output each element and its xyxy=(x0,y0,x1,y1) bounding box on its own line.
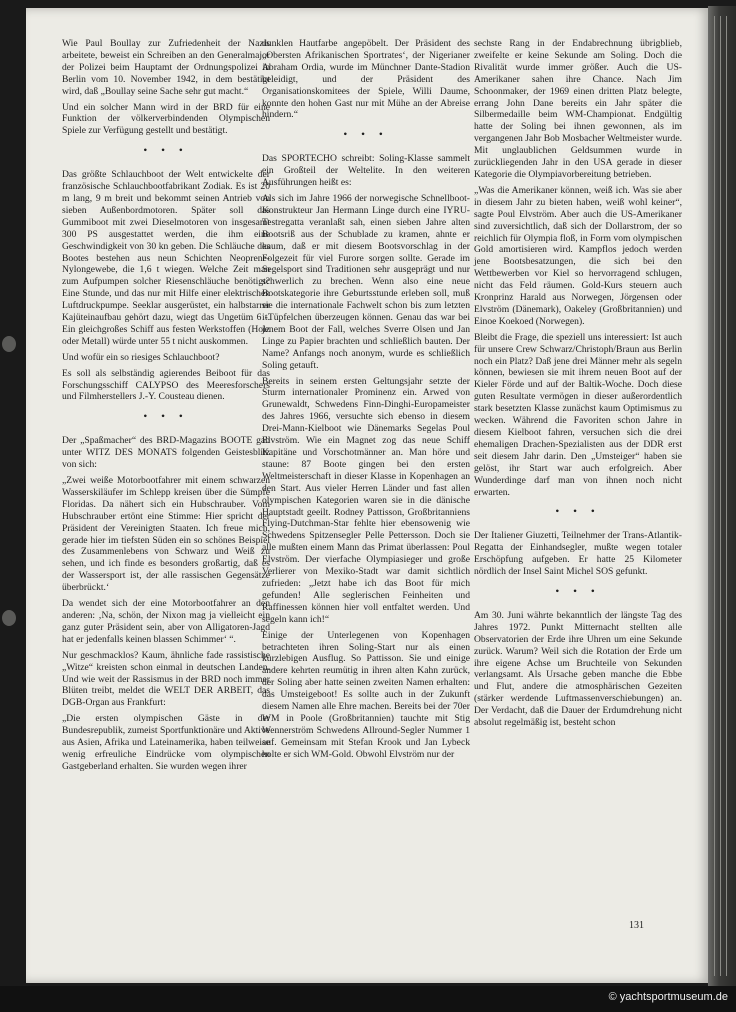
binding-hole xyxy=(2,336,16,352)
copyright-credit: © yachtsportmuseum.de xyxy=(608,991,728,1003)
paragraph: Bereits in seinem ersten Geltungsjahr setzte der Sturm internationaler Prominenz ein. Arwed von Grunewaldt, Schwedens Finn-Dinghi-Europameister des Jahres 1966, versuchte sich ebenso in diesem Drei-Mann-Kielboot wie Dänemarks Segelas Poul Elvström. Wie ein Magnet zog das neue Schiff Kapitäne und Vorschotmänner an. Man höre und staune: 87 Boote gingen bei den ersten Weltmeisterschaft in dieser Klasse in Kopenhagen an den Start. Aus vieler Herren Länder und fast allen olympischen Kategorien waren sie in die dänische Hauptstadt geeilt. Rodney Pattisson, Großbritanniens Flying-Dutchman-Star fehlte hier ebensowenig wie Schwedens Spitzensegler Pelle Pettersson. Doch sie alle mußten einem Mann das Primat überlassen: Poul Elvström. Der vierfache Olympiasieger und große Verlierer von Mexiko-Stadt war damit sichtlich zufrieden: „Jetzt habe ich das Boot für mich gefunden! Alle seglerischen Feinheiten und Raffinessen können hier voll entfaltet werden. Und segeln kann ich!“ xyxy=(262,375,470,625)
section-separator: • • • xyxy=(555,506,601,518)
paragraph: Und wofür ein so riesiges Schlauchboot? xyxy=(62,351,220,363)
column-2 xyxy=(262,38,470,765)
book-page xyxy=(26,8,710,983)
paragraph: Da wendet sich der eine Motorbootfahrer an den anderen: ‚Na, schön, der Nixon mag ja vielleicht ein ganz guter Präsident sein, aber von Alligatoren-Jagd hat er jedenfalls keinen blassen Schimmer‘ “. xyxy=(62,598,270,645)
paragraph: „Die ersten olympischen Gäste in der Bundesrepublik, zumeist Sportfunktionäre und Aktive aus Asien, Afrika und Lateinamerika, haben teilweise wenig erfreuliche Eindrücke vom olympischen Gastgeberland erhalten. Sie wurden wegen ihrer xyxy=(62,713,270,772)
paragraph: dunklen Hautfarbe angepöbelt. Der Präsident des „Obersten Afrikanischen Sportrates‘, der Nigerianer Abraham Ordia, wurde im Münchner Dante-Stadion beleidigt, und der Präsident des Organisationskomitees der Spiele, Willi Daume, konnte den hohen Gast nur mit Mühe an der Abreise hindern.“ xyxy=(262,38,470,121)
section-separator: • • • xyxy=(143,411,189,423)
paragraph: Und ein solcher Mann wird in der BRD für eine Funktion der völkerverbindenden Olympischen Spiele zur Verfügung gestellt und bestätigt. xyxy=(62,101,270,137)
page-edge-line xyxy=(714,16,715,976)
paragraph: Einige der Unterlegenen von Kopenhagen betrachteten ihren Soling-Start nur als einen kurzlebigen Ausflug. So Pattisson. Sie und einige andere kehrten reumütig in ihren alten Kahn zurück, der Soling aber hatte seinen zweiten Namen erhalten: das Umsteigeboot! Es sollte auch in der Zukunft diesem Namen alle Ehre machen. Bereits bei der 70er WM in Poole (Großbritannien) tauchte mit Stig Wennerström Schwedens Allround-Segler Nummer 1 auf. Gemeinsam mit Stefan Krook und Jan Lybeck holte er sich WM-Gold. Obwohl Elvström nur der xyxy=(262,629,470,760)
section-separator: • • • xyxy=(143,145,189,157)
paragraph: Bleibt die Frage, die speziell uns interessiert: Ist auch für unsere Crew Schwarz/Christoph/Braun aus Berlin noch ein Platz? Daß jene drei Männer mehr als segeln können, bewiesen sie mit ihrem neuen Boot auf der Kieler Förde und auf der Baltik-Woche. Doch diese guten Resultate vermögen in dieser außerordentlich stark besetzten Klasse zunächst kaum Optimismus zu wecken. Während die Favoriten schon Jahre in diesem Kielboot fahren, versuchen sich die drei ehemaligen Drachen-Spezialisten aus der DDR erst seit diesem Jahr darin. Den „Umsteiger“ haben sie gelöst, ihr Start war auch erfolgreich. Aber Wunderdinge darf man von ihnen noch nicht erwarten. xyxy=(474,331,682,498)
paragraph: Nur geschmacklos? Kaum, ähnliche fade rassistische „Witze“ kreisten schon einmal in deutschen Landen. Und wie weit der Rassismus in der BRD noch immer Blüten treibt, meldet die WELT DER ARBEIT, das DGB-Organ aus Frankfurt: xyxy=(62,649,270,709)
paragraph: „Was die Amerikaner können, weiß ich. Was sie aber in diesem Jahr zu bieten haben, weiß wohl keiner“, sagte Poul Elvström. Aber auch die US-Amerikaner sind zuversichtlich, daß sich der Dollarstrom, der so reichlich für Olympia floß, in Form vom olympischen Gold amortisieren wird. Kampflos jedoch werden jene Bootsbesatzungen, die sich bei den Wettbewerben vor Kiel so hervorragend schlugen, nicht das Feld räumen. Gold-Kurs steuern auch Kronprinz Harald aus Norwegen, Jörgensen oder Elvström (Dänemark), Oakeley (Großbritannien) und Einoe Koekoed (Norwegen). xyxy=(474,184,682,327)
paragraph: Es soll als selbständig agierendes Beiboot für das Forschungsschiff CALYPSO des Meeresforschers und Filmherstellers J.-Y. Cousteau dienen. xyxy=(62,367,270,403)
page-edge-line xyxy=(720,16,721,976)
paragraph: Am 30. Juni währte bekanntlich der längste Tag des Jahres 1972. Punkt Mitternacht stellten alle Observatorien der Erde ihre Uhren um eine Sekunde zurück. Warum? Weil sich die Rotation der Erde um ihre eigene Achse um Bruchteile von Sekunden verlangsamt. Als Ursache geben manche die Ebbe und Flut, andere die atmosphärischen Gezeiten (stärker werdende Luftmassenverschiebungen) an. Der Verdacht, daß die Dauer der Erdumdrehung nicht absolut regelmäßig ist, besteht schon xyxy=(474,609,682,729)
paragraph: „Zwei weiße Motorbootfahrer mit einem schwarzen Wasserskiläufer im Schlepp kreisen über die Sümpfe Floridas. Da nähert sich ein Hubschrauber. Vom Hubschrauber ertönt eine Stimme: Hier spricht der Präsident der Vereinigten Staaten. Ich freue mich, gerade hier im tiefsten Süden ein so schönes Beispiel des Zusammenlebens von Schwarz und Weiß zu sehen, und ich finde es besonders großartig, daß es der Wassersport ist, der alle rassischen Gegensätze überbrückt.‘ xyxy=(62,475,270,594)
paragraph: Der „Spaßmacher“ des BRD-Magazins BOOTE gab unter WITZ DES MONATS folgenden Geistesblitz von sich: xyxy=(62,435,270,471)
paragraph: Das größte Schlauchboot der Welt entwickelte der französische Schlauchbootfabrikant Zodiak. Es ist 20 m lang, 9 m breit und bekommt seinen Antrieb von sieben Außenbordmotoren. Später soll das Gummiboot mit zwei Dieselmotoren von insgesamt 300 PS ausgestattet werden, die ihm eine Geschwindigkeit von 30 kn geben. Die Schläuche des Bootes bestehen aus neun Schichten Neoprene-Nylongewebe, die 1,6 t wiegen. Welche Zeit man zum Aufpumpen solcher Riesenschläuche benötigt? Eine Stunde, und das nur mit Hilfe einer elektrischen Luftdruckpumpe. Seeklar ausgerüstet, ein halbstarrer Kajüteinaufbau gehört dazu, wiegt das Ungetüm 6 t. Ein gleichgroßes Schiff aus festen Werkstoffen (Holz oder Metall) würde unter 55 t nicht auskommen. xyxy=(62,169,270,347)
column-3 xyxy=(474,38,682,733)
column-1 xyxy=(62,38,270,777)
paragraph: Das SPORTECHO schreibt: Soling-Klasse sammelt ein Großteil der Weltelite. In den weiteren Ausführungen heißt es: xyxy=(262,153,470,189)
paragraph: sechste Rang in der Endabrechnung übrigblieb, zweifelte er keine Sekunde am Soling. Doch die Rivalität wurde immer größer. Auch die US-Amerikaner sahen ihre Chance. Nach Jim Schoonmaker, der 1969 einen dritten Platz belegte, errang John Dane bereits ein Jahr später die Silbermedaille beim WM-Championat. Endgültig hatte der Soling bei ihnen gewonnen, als im vergangenen Jahr Bob Mosbacher Weltmeister wurde. Mit unglaublichen Geldsummen wurde in zurückliegenden Jahr in den USA gerade in dieser Kategorie die Olympiavorbereitung betrieben. xyxy=(474,38,682,180)
footer-bar xyxy=(0,986,736,1012)
page-edge-line xyxy=(726,16,727,976)
binding-hole xyxy=(2,610,16,626)
book-edge xyxy=(708,6,736,986)
paragraph: Wie Paul Boullay zur Zufriedenheit der Nazis arbeitete, beweist ein Schreiben an den Generalmajor der Polizei beim Hauptamt der Ordnungspolizei in Berlin vom 10. November 1942, in dem bestätigt wird, daß „Boullay seine Sache sehr gut macht.“ xyxy=(62,38,270,97)
section-separator: • • • xyxy=(343,129,389,141)
paragraph: Als sich im Jahre 1966 der norwegische Schnellboot-Konstrukteur Jan Hermann Linge durch eine IYRU-Testregatta veranlaßt sah, einen sieben Jahre alten Bootsriß aus der Schublade zu kramen, ahnte er kaum, daß er mit diesem Bootsvorschlag in der Folgezeit für viel Furore sorgen sollte. Gerade im Segelsport sind Traditionen sehr ausgeprägt und nur schwerlich zu brechen. Wenn also eine neue Bootskategorie ihre Geburtsstunde erleben soll, muß sie die internationale Fachwelt schon bis zum letzten i-Tüpfelchen überzeugen können. Genau das war bei jenem Boot der Fall, welches Sverre Olsen und Jan Linge zu Papier brachten und schließlich bauten. Der Name? Anfangs noch anonym, wurde es schließlich Soling getauft. xyxy=(262,192,470,371)
section-separator: • • • xyxy=(555,585,601,597)
page-number: 131 xyxy=(629,920,644,931)
paragraph: Der Italiener Giuzetti, Teilnehmer der Trans-Atlantik-Regatta der Einhandsegler, mußte wegen totaler Erschöpfung aufgeben. Er hatte 25 Kilometer nördlich der Insel Saint Michel SOS gefunkt. xyxy=(474,530,682,578)
